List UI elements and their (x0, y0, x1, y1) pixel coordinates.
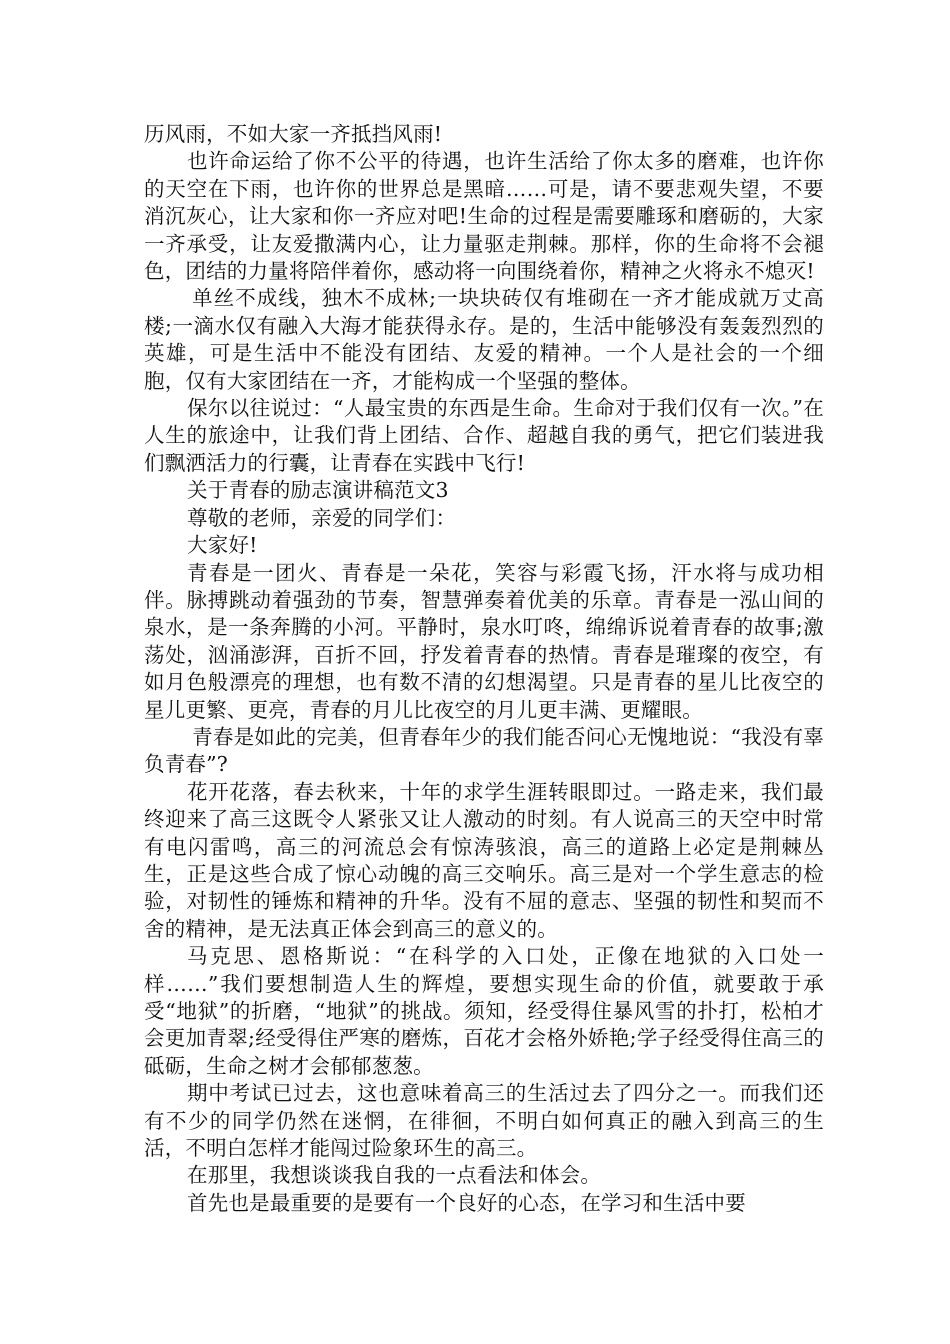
section-heading: 关于青春的励志演讲稿范文3 (187, 478, 449, 503)
paragraph-11: 马克思、恩格斯说：“在科学的入口处，正像在地狱的入口处一样……”我们要想制造人生的辉煌，要想实现生命的价值，就要敢于承受“地狱”的折磨，“地狱”的挑战。须知，经受得住暴风雪的扑打，松柏才会更加青翠;经受得住严寒的磨炼，百花才会格外娇艳;学子经受得住高三的砥砺，生命之树才会郁郁葱葱。 (144, 944, 824, 1078)
paragraph-10: 花开花落，春去秋来，十年的求学生涯转眼即过。一路走来，我们最终迎来了高三这既令人紧张又让人激动的时刻。有人说高三的天空中时常有电闪雷鸣，高三的河流总会有惊涛骇浪，高三的道路上必定是荆棘丛生，正是这些合成了惊心动魄的高三交响乐。高三是对一个学生意志的检验，对韧性的锤炼和精神的升华。没有不屈的意志、坚强的韧性和契而不舍的精神，是无法真正体会到高三的意义的。 (144, 779, 824, 941)
paragraph-13: 在那里，我想谈谈我自我的一点看法和体会。 (187, 1163, 602, 1188)
salutation: 尊敬的老师，亲爱的同学们： (187, 505, 457, 530)
paragraph-12: 期中考试已过去，这也意味着高三的生活过去了四分之一。而我们还有不少的同学仍然在迷惘，在徘徊，不明白如何真正的融入到高三的生活，不明白怎样才能闯过险象环生的高三。 (144, 1081, 824, 1161)
paragraph-3: 单丝不成线，独木不成林;一块块砖仅有堆砌在一齐才能成就万丈高楼;一滴水仅有融入大海才能获得永存。是的，生活中能够没有轰轰烈烈的英雄，可是生活中不能没有团结、友爱的精神。一个人是社会的一个细胞，仅有大家团结在一齐，才能构成一个坚强的整体。 (144, 286, 824, 393)
paragraph-2: 也许命运给了你不公平的待遇，也许生活给了你太多的磨难，也许你的天空在下雨，也许你的世界总是黑暗……可是，请不要悲观失望，不要消沉灰心，让大家和你一齐应对吧!生命的过程是需要雕琢和磨砺的，大家一齐承受，让友爱撒满内心，让力量驱走荆棘。那样，你的生命将不会褪色，团结的力量将陪伴着你，感动将一向围绕着你，精神之火将永不熄灭! (144, 149, 824, 284)
paragraph-1: 历风雨，不如大家一齐抵挡风雨! (144, 122, 443, 146)
paragraph-9: 青春是如此的完美，但青春年少的我们能否问心无愧地说：“我没有辜负青春”? (144, 724, 824, 777)
paragraph-14: 首先也是最重要的是要有一个良好的心态，在学习和生活中要 (187, 1190, 746, 1215)
document-page (144, 121, 824, 1217)
paragraph-4: 保尔以往说过：“人最宝贵的东西是生命。生命对于我们仅有一次。”在人生的旅途中，让我们背上团结、合作、超越自我的勇气，把它们装进我们飘洒活力的行囊，让青春在实践中飞行! (144, 396, 824, 475)
greeting: 大家好! (187, 533, 258, 558)
paragraph-8: 青春是一团火、青春是一朵花，笑容与彩霞飞扬，汗水将与成功相伴。脉搏跳动着强劲的节奏，智慧弹奏着优美的乐章。青春是一泓山间的泉水，是一条奔腾的小河。平静时，泉水叮咚，绵绵诉说着青春的故事;激荡处，汹涌澎湃，百折不回，抒发着青春的热情。青春是璀璨的夜空，有如月色般漂亮的理想，也有数不清的幻想渴望。只是青春的星儿比夜空的星儿更繁、更亮，青春的月儿比夜空的月儿更丰满、更耀眼。 (144, 560, 824, 722)
